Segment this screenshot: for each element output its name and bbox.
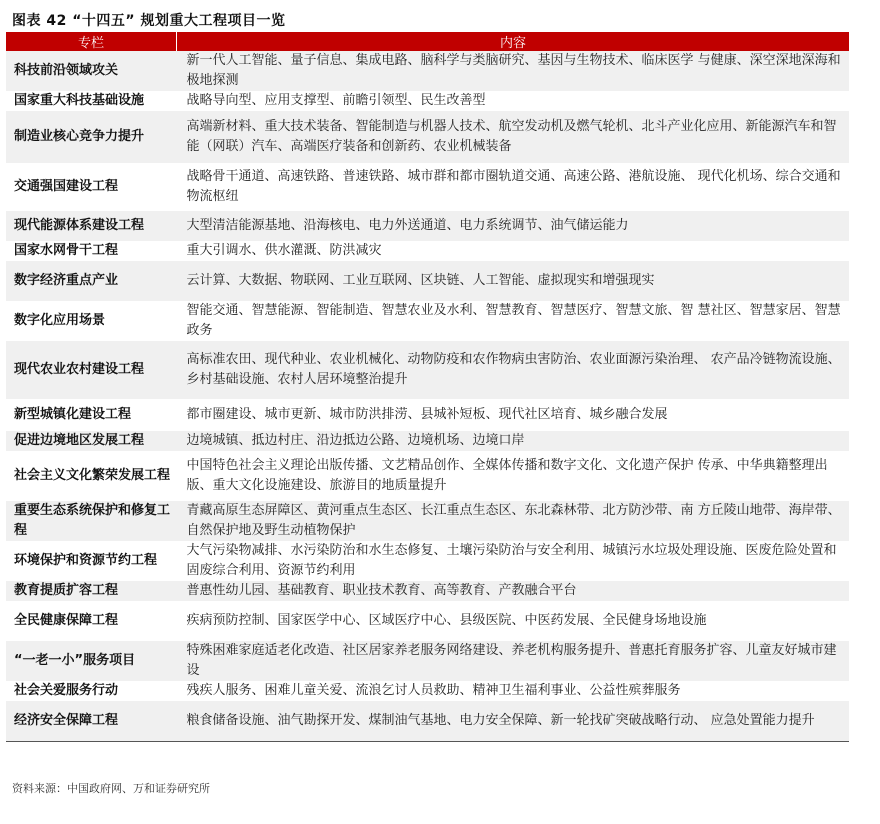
- table-row: [6, 431, 849, 451]
- table-row: [6, 301, 849, 341]
- table-row: [6, 91, 849, 111]
- projects-table: [6, 32, 849, 742]
- column-header-content: 内容: [177, 32, 850, 51]
- row-column-name: 数字经济重点产业: [6, 261, 177, 301]
- row-column-name: 全民健康保障工程: [6, 601, 177, 641]
- row-column-name: 国家水网骨干工程: [6, 241, 177, 261]
- table-row: [6, 111, 849, 163]
- row-content: 战略骨干通道、高速铁路、普速铁路、城市群和都市圈轨道交通、高速公路、港航设施、 现代化机场、综合交通和物流枢纽: [177, 163, 850, 211]
- table-row: [6, 701, 849, 741]
- row-column-name: 数字化应用场景: [6, 301, 177, 341]
- row-column-name: 国家重大科技基础设施: [6, 91, 177, 111]
- row-content: 疾病预防控制、国家医学中心、区域医疗中心、县级医院、中医药发展、全民健身场地设施: [177, 601, 850, 641]
- row-content: 高端新材料、重大技术装备、智能制造与机器人技术、航空发动机及燃气轮机、北斗产业化应用、新能源汽车和智能（网联）汽车、高端医疗装备和创新药、农业机械装备: [177, 111, 850, 163]
- source-note: 资料来源：中国政府网、万和证券研究所: [12, 782, 210, 795]
- table-row: [6, 341, 849, 399]
- row-column-name: 现代农业农村建设工程: [6, 341, 177, 399]
- table-row: [6, 211, 849, 241]
- table-row: [6, 541, 849, 581]
- row-column-name: 经济安全保障工程: [6, 701, 177, 741]
- table-row: [6, 601, 849, 641]
- row-column-name: 社会关爱服务行动: [6, 681, 177, 701]
- table-row: [6, 399, 849, 431]
- row-content: 高标准农田、现代种业、农业机械化、动物防疫和农作物病虫害防治、农业面源污染治理、 农产品冷链物流设施、乡村基础设施、农村人居环境整治提升: [177, 341, 850, 399]
- row-content: 智能交通、智慧能源、智能制造、智慧农业及水利、智慧教育、智慧医疗、智慧文旅、智 慧社区、智慧家居、智慧政务: [177, 301, 850, 341]
- table-header-row: [6, 32, 849, 51]
- row-column-name: 科技前沿领域攻关: [6, 51, 177, 91]
- row-column-name: 新型城镇化建设工程: [6, 399, 177, 431]
- row-content: 大气污染物减排、水污染防治和水生态修复、土壤污染防治与安全利用、城镇污水垃圾处理设施、医废危险处置和固废综合利用、资源节约利用: [177, 541, 850, 581]
- row-content: 战略导向型、应用支撑型、前瞻引领型、民生改善型: [177, 91, 850, 111]
- column-header-column: 专栏: [6, 32, 177, 51]
- row-column-name: 促进边境地区发展工程: [6, 431, 177, 451]
- table-row: [6, 641, 849, 681]
- row-column-name: 环境保护和资源节约工程: [6, 541, 177, 581]
- table-row: [6, 501, 849, 541]
- row-content: 残疾人服务、困难儿童关爱、流浪乞讨人员救助、精神卫生福利事业、公益性殡葬服务: [177, 681, 850, 701]
- row-column-name: 交通强国建设工程: [6, 163, 177, 211]
- row-content: 重大引调水、供水灌溉、防洪减灾: [177, 241, 850, 261]
- row-content: 特殊困难家庭适老化改造、社区居家养老服务网络建设、养老机构服务提升、普惠托育服务扩容、儿童友好城市建设: [177, 641, 850, 681]
- table-row: [6, 681, 849, 701]
- row-content: 普惠性幼儿园、基础教育、职业技术教育、高等教育、产教融合平台: [177, 581, 850, 601]
- row-content: 云计算、大数据、物联网、工业互联网、区块链、人工智能、虚拟现实和增强现实: [177, 261, 850, 301]
- row-content: 边境城镇、抵边村庄、沿边抵边公路、边境机场、边境口岸: [177, 431, 850, 451]
- row-content: 中国特色社会主义理论出版传播、文艺精品创作、全媒体传播和数字文化、文化遗产保护 传承、中华典籍整理出版、重大文化设施建设、旅游目的地质量提升: [177, 451, 850, 501]
- table-row: [6, 451, 849, 501]
- table-row: [6, 581, 849, 601]
- table-row: [6, 261, 849, 301]
- row-content: 粮食储备设施、油气勘探开发、煤制油气基地、电力安全保障、新一轮找矿突破战略行动、 应急处置能力提升: [177, 701, 850, 741]
- row-column-name: 社会主义文化繁荣发展工程: [6, 451, 177, 501]
- figure-title: 图表 42 “十四五” 规划重大工程项目一览: [12, 13, 286, 29]
- row-column-name: 重要生态系统保护和修复工程: [6, 501, 177, 541]
- row-column-name: 现代能源体系建设工程: [6, 211, 177, 241]
- row-column-name: “一老一小”服务项目: [6, 641, 177, 681]
- table-row: [6, 51, 849, 91]
- row-column-name: 制造业核心竞争力提升: [6, 111, 177, 163]
- table-row: [6, 163, 849, 211]
- table-row: [6, 241, 849, 261]
- row-content: 大型清洁能源基地、沿海核电、电力外送通道、电力系统调节、油气储运能力: [177, 211, 850, 241]
- row-content: 都市圈建设、城市更新、城市防洪排涝、县城补短板、现代社区培育、城乡融合发展: [177, 399, 850, 431]
- row-column-name: 教育提质扩容工程: [6, 581, 177, 601]
- row-content: 新一代人工智能、量子信息、集成电路、脑科学与类脑研究、基因与生物技术、临床医学 与健康、深空深地深海和极地探测: [177, 51, 850, 91]
- row-content: 青藏高原生态屏障区、黄河重点生态区、长江重点生态区、东北森林带、北方防沙带、南 方丘陵山地带、海岸带、自然保护地及野生动植物保护: [177, 501, 850, 541]
